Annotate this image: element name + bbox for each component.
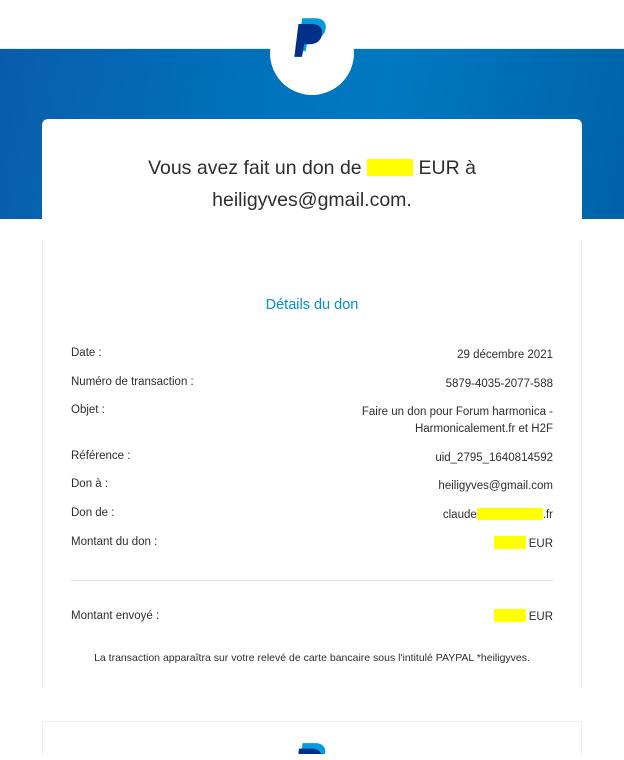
paypal-logo-icon xyxy=(289,15,335,61)
headline-suffix: EUR à xyxy=(418,157,476,179)
row-value-object: Faire un don pour Forum harmonica - Harmonicalement.fr et H2F xyxy=(361,406,553,436)
table-row xyxy=(71,530,553,559)
row-value-amount-sent xyxy=(359,603,553,629)
row-label-donation-from: Don de : xyxy=(71,507,115,520)
redacted-amount-headline xyxy=(367,159,413,176)
donation-amount-currency: EUR xyxy=(528,537,553,550)
table-row xyxy=(71,398,553,443)
row-value-donation-amount xyxy=(288,530,553,559)
email-body-inner xyxy=(42,219,582,689)
amount-sent-table xyxy=(71,603,553,629)
headline-prefix: Vous avez fait un don de xyxy=(148,157,362,179)
table-row xyxy=(71,603,553,629)
section-divider xyxy=(71,580,553,581)
row-label-amount-sent: Montant envoyé : xyxy=(71,610,160,623)
row-label-date: Date : xyxy=(71,347,102,359)
row-label-donation-amount: Montant du don : xyxy=(71,535,158,548)
row-value-transaction-number: 5879-4035-2077-588 xyxy=(445,377,553,390)
page-bottom-edge xyxy=(0,754,624,760)
row-value-reference: uid_2795_1640814592 xyxy=(435,451,553,464)
donor-email-suffix: .fr xyxy=(542,509,553,522)
row-label-donation-to: Don à : xyxy=(71,478,109,491)
amount-sent-currency: EUR xyxy=(528,611,553,624)
table-row xyxy=(71,472,553,501)
table-row xyxy=(71,370,553,399)
row-value-donation-from xyxy=(288,501,553,530)
table-row xyxy=(71,341,553,370)
email-body xyxy=(0,219,624,689)
row-label-object: Objet : xyxy=(71,404,105,417)
banner xyxy=(0,49,624,219)
table-row xyxy=(71,444,553,473)
headline xyxy=(82,153,542,216)
headline-recipient-email: heiligyves@gmail.com. xyxy=(212,188,412,211)
statement-note: La transaction apparaîtra sur votre relevé de carte bancaire sous l'intitulé PAYPAL *heiligyves. xyxy=(94,652,530,665)
row-value-date: 29 décembre 2021 xyxy=(457,349,553,361)
row-value-donation-to: heiligyves@gmail.com xyxy=(438,480,553,493)
details-section-title: Détails du don xyxy=(265,297,359,313)
row-label-reference: Référence : xyxy=(71,449,131,462)
headline-card xyxy=(42,119,582,239)
redacted-donor-email xyxy=(477,508,543,520)
donor-email-prefix: claude xyxy=(442,509,477,522)
donation-details-table xyxy=(71,341,553,558)
table-row xyxy=(71,501,553,530)
row-label-transaction-number: Numéro de transaction : xyxy=(71,375,194,388)
redacted-donation-amount xyxy=(494,536,526,549)
headline-line-1 xyxy=(82,153,542,185)
redacted-amount-sent xyxy=(494,609,526,622)
